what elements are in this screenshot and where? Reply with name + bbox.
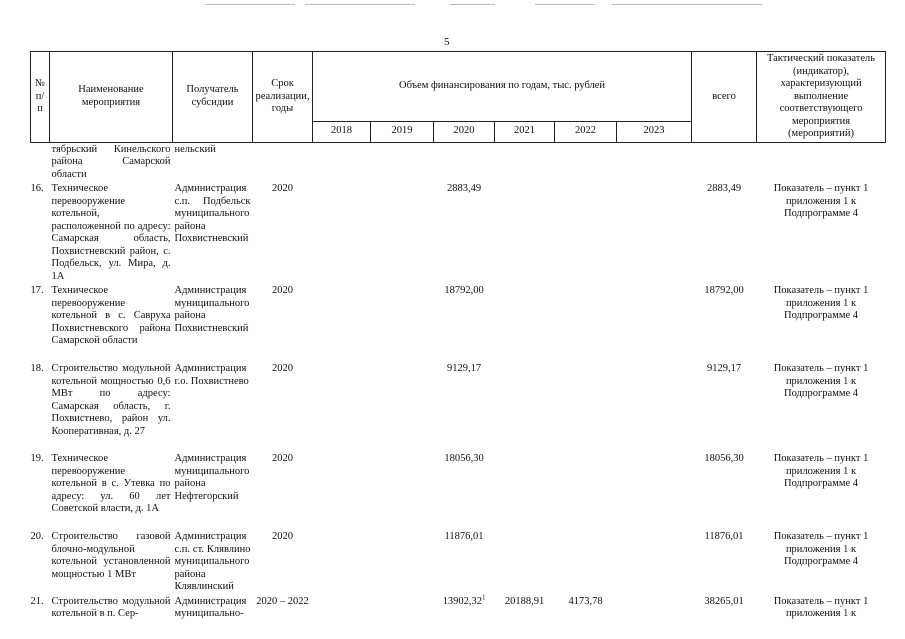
cell-2018 — [313, 182, 371, 284]
cell-2020: 18056,30 — [444, 453, 484, 464]
cell-total: 18056,30 — [704, 453, 744, 464]
header-year-2018: 2018 — [313, 121, 371, 142]
cell-2023 — [617, 284, 692, 362]
row-number: 20. — [30, 531, 44, 542]
row-period: 2020 — [272, 363, 293, 374]
row-period: 2020 — [272, 285, 293, 296]
cell-2020 — [434, 595, 495, 622]
cell-total: 38265,01 — [704, 595, 744, 607]
cell-2018 — [313, 595, 371, 622]
cell-2023 — [617, 595, 692, 622]
row-recipient: Администрация муниципального района Похвистневский — [174, 285, 250, 334]
row-period: 2020 — [272, 531, 293, 542]
cell-2018 — [313, 530, 371, 595]
cell-2019 — [371, 530, 434, 595]
cell-2019 — [371, 284, 434, 362]
row-period: 2020 – 2022 — [256, 595, 309, 607]
cell-2021 — [495, 530, 555, 595]
row-number: 18. — [30, 363, 44, 374]
table-row — [31, 595, 886, 622]
cell-2018 — [313, 362, 371, 452]
cell-2019 — [371, 452, 434, 530]
scan-artifact-line — [205, 4, 295, 5]
cell-2019 — [371, 182, 434, 284]
scan-artifact-line — [305, 4, 415, 5]
row-recipient: Администрация муниципально- — [174, 595, 247, 619]
cell-2022 — [555, 182, 617, 284]
header-year-2022: 2022 — [555, 121, 617, 142]
row-recipient: Администрация с.п. ст. Клявлино муниципального района Клявлинский — [174, 531, 251, 592]
row-indicator: Показатель – пункт 1 приложения 1 к Подпрограмме 4 — [773, 531, 869, 567]
financing-table — [30, 51, 886, 622]
header-year-2019: 2019 — [371, 121, 434, 142]
cell-2020: 9129,17 — [446, 363, 482, 374]
row-name: Строительство газовой блочно-модульной котельной установленной мощностью 1 МВт — [51, 531, 171, 580]
cell-2021 — [495, 452, 555, 530]
cell-2020: 18792,00 — [444, 285, 484, 296]
scan-artifact-line — [612, 4, 762, 5]
header-year-2023: 2023 — [617, 121, 692, 142]
row-name: тябрьский Кинельского района Самарской области — [51, 143, 171, 180]
row-recipient: Администрация г.о. Похвистнево — [174, 363, 249, 387]
cell-2018 — [313, 284, 371, 362]
row-indicator: Показатель – пункт 1 приложения 1 к Подпрограмме 4 — [773, 363, 869, 399]
row-name: Строительство модульной котельной мощностью 0,6 МВт по адресу: Самарская область, г. Похвистнево, район ул. Кооперативная, д. 27 — [51, 363, 171, 437]
row-indicator: Показатель – пункт 1 приложения 1 к — [773, 595, 869, 619]
cell-total: 18792,00 — [704, 285, 744, 296]
header-recipient: Получатель субсидии — [173, 52, 253, 143]
page-number: 5 — [444, 36, 450, 48]
cell-2022 — [555, 362, 617, 452]
cell-2021 — [495, 284, 555, 362]
table-row — [31, 182, 886, 284]
table-row — [31, 452, 886, 530]
row-period: 2020 — [272, 453, 293, 464]
table-row — [31, 362, 886, 452]
row-number: 17. — [30, 285, 44, 296]
cell-2020: 2883,49 — [446, 183, 482, 194]
row-recipient: Администрация с.п. Подбельск муниципального района Похвистневский — [174, 183, 251, 244]
header-year-2020: 2020 — [434, 121, 495, 142]
table-row — [31, 530, 886, 595]
cell-2019 — [371, 595, 434, 622]
row-name: Техническое перевооружение котельной в с. Савруха Похвистневского района Самарской области — [51, 285, 171, 346]
row-recipient: нельский — [174, 143, 216, 155]
cell-2023 — [617, 362, 692, 452]
row-number: 19. — [30, 453, 44, 464]
header-year-2021: 2021 — [495, 121, 555, 142]
cell-2020: 11876,01 — [444, 531, 484, 542]
header-period: Срок реализации, годы — [253, 52, 313, 143]
row-number: 16. — [30, 183, 44, 194]
cell-2023 — [617, 530, 692, 595]
cell-total: 11876,01 — [704, 531, 744, 542]
cell-2021: 20188,91 — [504, 595, 545, 607]
table-row — [31, 284, 886, 362]
footnote-marker: 1 — [481, 593, 486, 601]
cell-total: 2883,49 — [706, 183, 742, 194]
cell-total: 9129,17 — [706, 363, 742, 374]
cell-2022 — [555, 530, 617, 595]
header-financing: Объем финансирования по годам, тыс. рублей — [313, 52, 692, 122]
row-period: 2020 — [272, 183, 293, 194]
row-indicator: Показатель – пункт 1 приложения 1 к Подпрограмме 4 — [773, 285, 869, 321]
cell-2021 — [495, 182, 555, 284]
row-recipient: Администрация муниципального района Нефтегорский — [174, 453, 250, 502]
cell-2019 — [371, 362, 434, 452]
cell-2022 — [555, 452, 617, 530]
header-num: № п/п — [31, 52, 50, 143]
header-name: Наименование мероприятия — [50, 52, 173, 143]
cell-value: 13902,32 — [442, 595, 482, 607]
row-number: 21. — [30, 595, 44, 607]
cell-2021 — [495, 362, 555, 452]
cell-2023 — [617, 452, 692, 530]
table-row — [31, 142, 886, 182]
cell-2018 — [313, 452, 371, 530]
scan-artifact-line — [450, 4, 495, 5]
row-name: Техническое перевооружение котельной, расположенной по адресу: Самарская область, Похвистневский район, с. Подбельск, ул. Мира, д. 1А — [51, 183, 171, 282]
header-total: всего — [692, 52, 757, 143]
row-name: Строительство модульной котельной в п. Сер- — [51, 595, 171, 619]
cell-2022 — [555, 284, 617, 362]
cell-2022: 4173,78 — [568, 595, 603, 607]
row-indicator: Показатель – пункт 1 приложения 1 к Подпрограмме 4 — [773, 453, 869, 489]
row-indicator: Показатель – пункт 1 приложения 1 к Подпрограмме 4 — [773, 183, 869, 219]
header-indicator: Тактический показатель (индикатор), характеризующий выполнение соответствующего мероприятия (мероприятий) — [757, 52, 886, 143]
cell-2023 — [617, 182, 692, 284]
scan-artifact-line — [535, 4, 595, 5]
row-name: Техническое перевооружение котельной в с. Утевка по адресу: ул. 60 лет Советской власти, д. 1А — [51, 453, 171, 514]
